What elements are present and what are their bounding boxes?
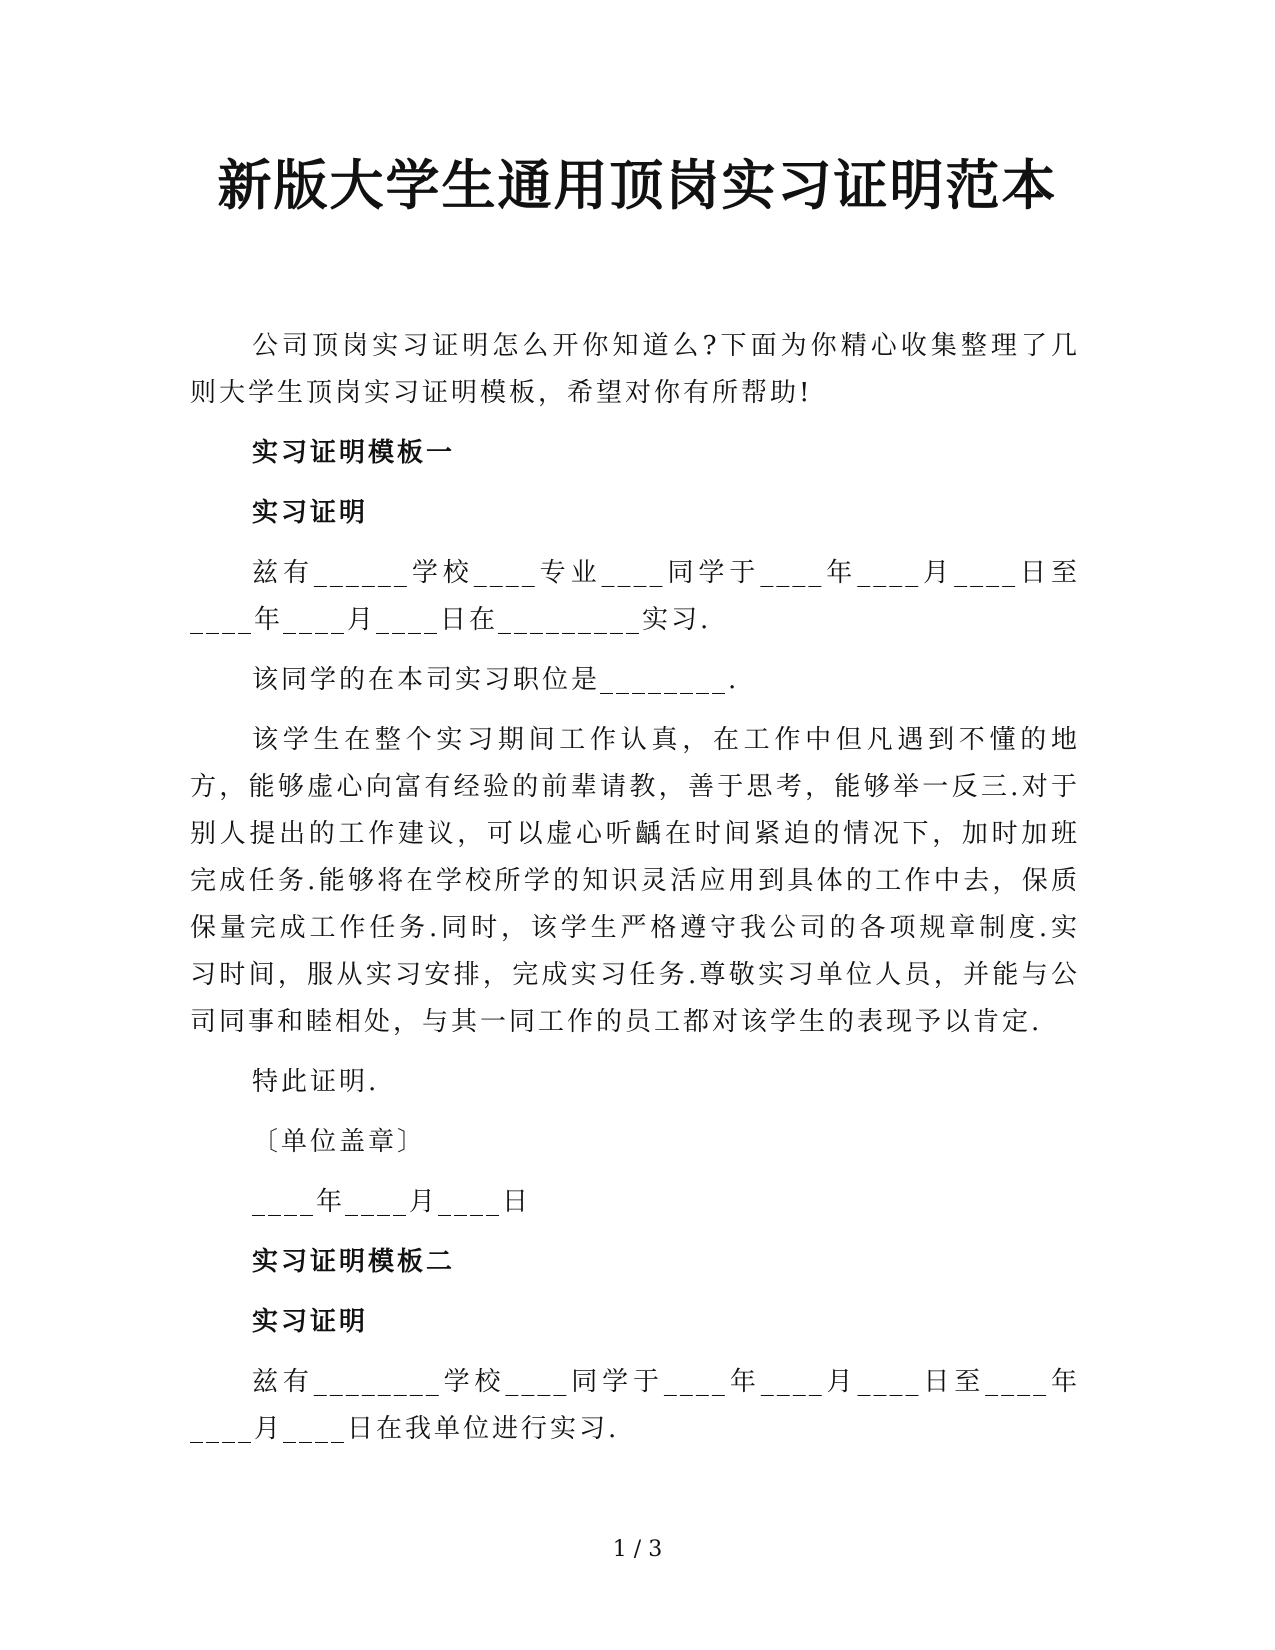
- document-body: [190, 323, 1080, 1466]
- fill-in-paragraph: 兹有________学校____同学于____年____月____日至____年____月____日在我单位进行实习.: [190, 1367, 1080, 1444]
- fill-in-paragraph: 兹有______学校____专业____同学于____年____月____日至____年____月____日在_________实习.: [190, 558, 1080, 635]
- date-line: ____年____月____日: [252, 1187, 532, 1217]
- closing-statement: 特此证明.: [252, 1067, 380, 1097]
- evaluation-paragraph: 该学生在整个实习期间工作认真，在工作中但凡遇到不懂的地方，能够虚心向富有经验的前辈请教，善于思考，能够举一反三.对于别人提出的工作建议，可以虚心听齲在时间紧迫的情况下，加时加班完成任务.能够将在学校所学的知识灵活应用到具体的工作中去，保质保量完成工作任务.同时，该学生严格遵守我公司的各项规章制度.实习时间，服从实习安排，完成实习任务.尊敬实习单位人员，并能与公司同事和睦相处，与其一同工作的员工都对该学生的表现予以肯定.: [190, 725, 1080, 1037]
- certificate-heading: 实习证明: [252, 1307, 369, 1337]
- intro-paragraph: 公司顶岗实习证明怎么开你知道么?下面为你精心收集整理了几则大学生顶岗实习证明模板，希望对你有所帮助!: [190, 331, 1080, 408]
- seal-line: 〔单位盖章〕: [252, 1127, 427, 1157]
- section-heading-template-two: 实习证明模板二: [252, 1247, 456, 1277]
- certificate-heading: 实习证明: [252, 498, 369, 528]
- section-heading-template-one: 实习证明模板一: [252, 438, 456, 468]
- document-title: 新版大学生通用顶岗实习证明范本: [217, 153, 1058, 217]
- page-number: 1 / 3: [612, 1537, 663, 1562]
- position-paragraph: 该同学的在本司实习职位是________.: [252, 665, 740, 695]
